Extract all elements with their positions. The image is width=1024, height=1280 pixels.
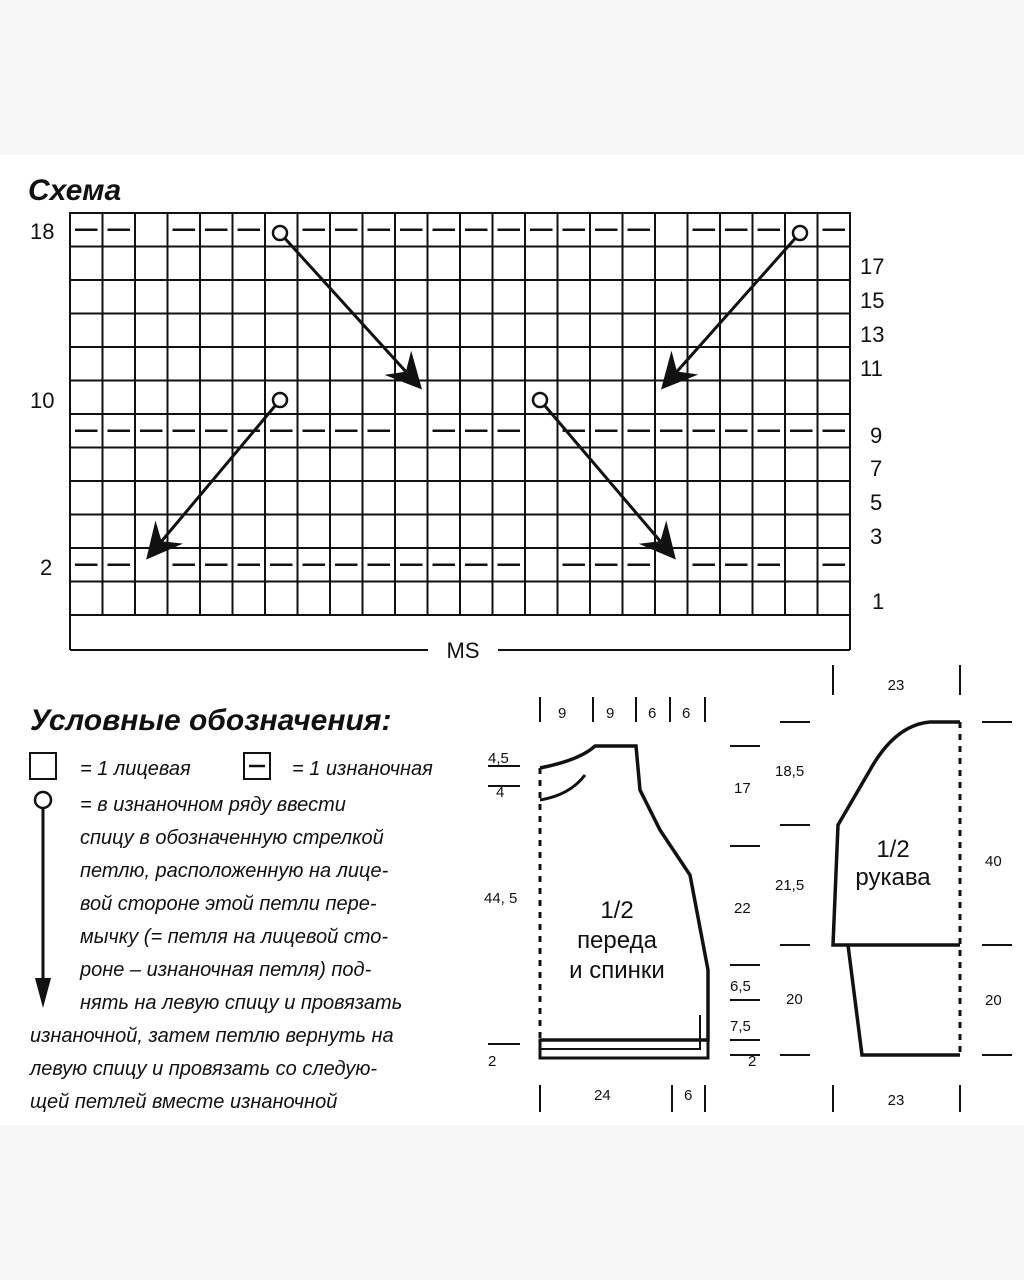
body-dim-top-1: 9: [558, 705, 567, 722]
row-label-15: 15: [860, 288, 885, 313]
row-label-13: 13: [860, 322, 885, 347]
body-dim-hem: 2: [488, 1053, 497, 1070]
row-label-11: 11: [860, 356, 883, 381]
row-label-18: 18: [30, 219, 55, 244]
legend-line: нять на левую спицу и провязать: [80, 992, 403, 1014]
row-label-2: 2: [40, 555, 53, 580]
legend-line: щей петлей вместе изнаночной: [30, 1091, 338, 1113]
sleeve-dim-bottom: 23: [887, 1092, 905, 1109]
row-label-10: 10: [30, 388, 55, 413]
row-label-9: 9: [870, 423, 883, 448]
legend-line: мычку (= петля на лицевой сто-: [80, 926, 388, 948]
sleeve-dim-cap: 18,5: [775, 763, 805, 780]
sleeve-piece-label-2: рукава: [855, 864, 931, 891]
sleeve-dim-right-upper: 40: [985, 853, 1002, 870]
row-label-7: 7: [870, 456, 883, 481]
body-dim-neck-top: 4,5: [488, 750, 509, 767]
legend-line: петлю, расположенную на лице-: [80, 860, 389, 882]
body-dim-bottom-slit: 6: [684, 1087, 693, 1104]
sleeve-dim-right-lower: 20: [985, 992, 1002, 1009]
cable-arrow: [540, 400, 672, 555]
body-piece-label-3: и спинки: [569, 957, 665, 984]
body-dim-bottom-width: 24: [594, 1087, 611, 1104]
body-dim-slit-hem: 2: [748, 1053, 757, 1070]
cable-origin-circle: [273, 393, 287, 407]
knit-symbol-icon: [30, 753, 56, 779]
body-bottom-dimension-ticks: [540, 1085, 705, 1112]
cable-arrow-legend-icon: [35, 792, 51, 1008]
cable-origin-circle: [273, 226, 287, 240]
body-piece-label-1: 1/2: [600, 897, 634, 924]
cable-arrow: [665, 233, 800, 385]
legend-line: спицу в обозначенную стрелкой: [80, 827, 384, 849]
row-label-17: 17: [860, 254, 885, 279]
chart-title: Схема: [28, 174, 122, 207]
body-dim-top-4: 6: [682, 705, 691, 722]
knit-legend-text: = 1 лицевая: [80, 758, 191, 780]
sleeve-dim-upper: 21,5: [775, 877, 805, 894]
body-dim-top-3: 6: [648, 705, 657, 722]
body-dim-top-2: 9: [606, 705, 615, 722]
body-slit-line: [540, 1015, 700, 1049]
legend-line: изнаночной, затем петлю вернуть на: [30, 1025, 394, 1047]
cable-origin-circle: [793, 226, 807, 240]
cable-arrows: [150, 226, 807, 555]
body-dim-neck-bottom: 4: [496, 784, 505, 801]
cable-arrow: [280, 233, 418, 385]
row-label-5: 5: [870, 490, 883, 515]
body-dim-length: 44, 5: [484, 890, 518, 907]
cable-origin-circle: [533, 393, 547, 407]
legend-line: роне – изнаночная петля) под-: [80, 959, 372, 981]
legend-line: левую спицу и провязать со следую-: [30, 1058, 378, 1080]
row-label-3: 3: [870, 524, 883, 549]
legend-title: Условные обозначения:: [30, 704, 392, 737]
sleeve-piece-label-1: 1/2: [876, 836, 910, 863]
body-outline: [540, 746, 708, 1040]
legend-line: = в изнаночном ряду ввести: [80, 794, 346, 816]
purl-legend-text: = 1 изнаночная: [292, 758, 433, 780]
body-dim-slit-a: 6,5: [730, 978, 751, 995]
neckline-back: [540, 775, 585, 800]
sleeve-cuff-outline: [848, 945, 960, 1055]
sleeve-dim-lower: 20: [786, 991, 803, 1008]
repeat-label: MS: [446, 638, 480, 663]
body-piece-label-2: переда: [577, 927, 657, 954]
stitch-chart-grid: [70, 213, 850, 615]
row-label-1: 1: [872, 589, 885, 614]
sleeve-dim-top: 23: [887, 677, 905, 694]
body-dim-armhole: 17: [734, 780, 751, 797]
legend-line: вой стороне этой петли пере-: [80, 893, 377, 915]
sleeve-cap-outline: [833, 722, 960, 945]
cable-legend-description: [29, 794, 402, 1113]
body-dim-side: 22: [734, 900, 751, 917]
cable-arrow: [150, 400, 280, 555]
body-dim-slit-b: 7,5: [730, 1018, 751, 1035]
